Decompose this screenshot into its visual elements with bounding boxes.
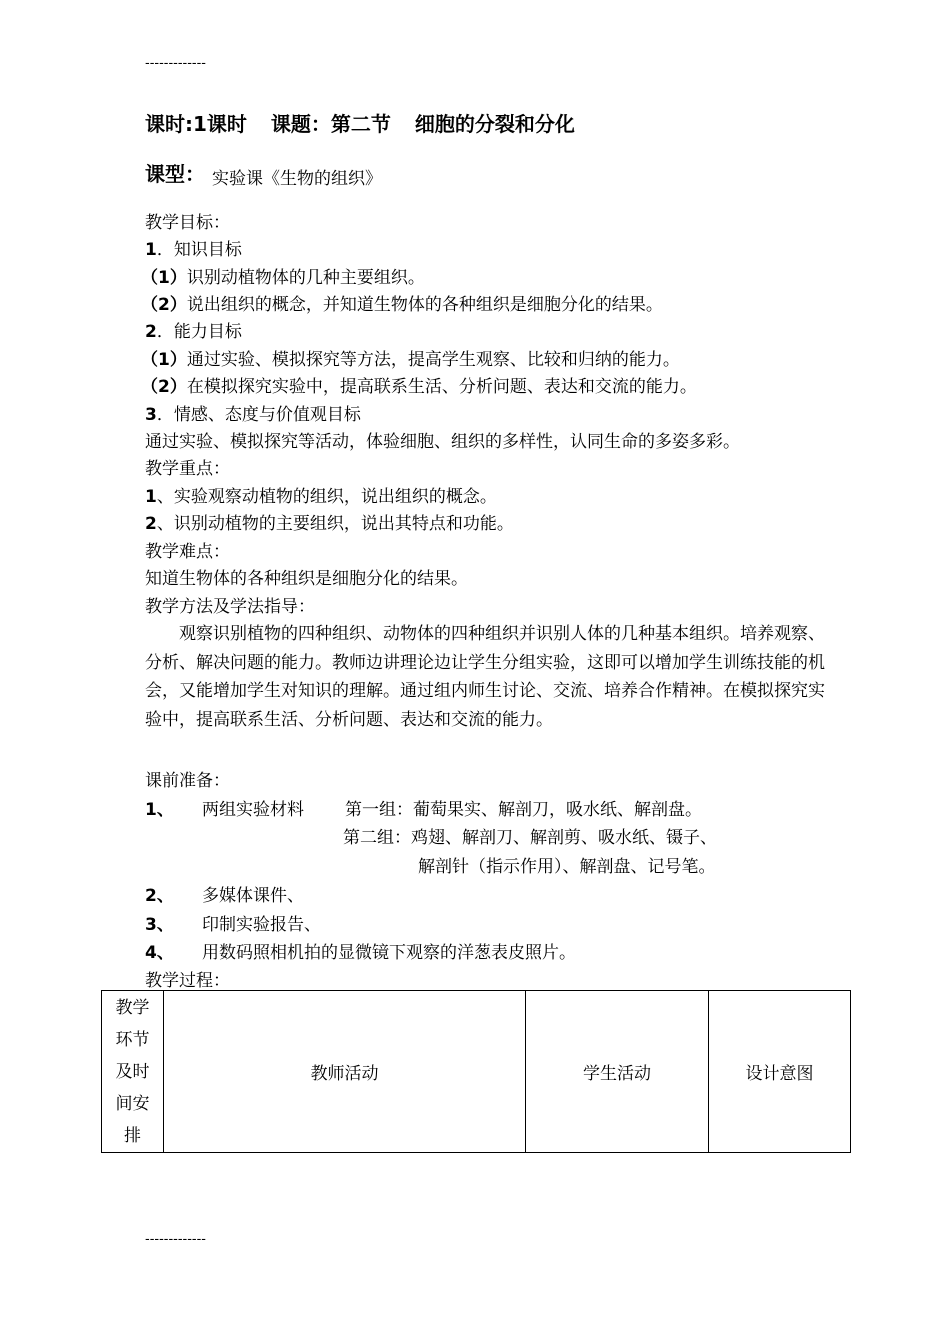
prep-item-1-group1: 第一组：葡萄果实、解剖刀，吸水纸、解剖盘。	[345, 800, 702, 820]
page-title	[145, 108, 575, 137]
ability-item-2: （2）在模拟探究实验中，提高联系生活、分析问题、表达和交流的能力。	[141, 377, 697, 397]
bottom-separator: -------------	[145, 1232, 206, 1247]
col-stage-header: 教学 环节 及时 间安 排	[102, 991, 164, 1153]
table-header-row	[102, 991, 851, 1153]
prep-item-2-num: 2、	[145, 886, 174, 906]
process-heading: 教学过程：	[145, 971, 230, 991]
emotion-goal: 3．情感、态度与价值观目标	[145, 405, 361, 425]
col-teacher-activity-header: 教师活动	[164, 991, 526, 1153]
key-point-1: 1、实验观察动植物的组织，说出组织的概念。	[145, 487, 497, 507]
lesson-type-label: 课型：	[145, 162, 205, 186]
lesson-type-value: 实验课《生物的组织》	[212, 169, 382, 189]
preparation-heading: 课前准备：	[145, 771, 230, 791]
prep-item-4-text: 用数码照相机拍的显微镜下观察的洋葱表皮照片。	[202, 943, 576, 963]
col-student-activity-header: 学生活动	[526, 991, 709, 1153]
objectives-heading: 教学目标：	[145, 213, 230, 233]
ability-item-1: （1）通过实验、模拟探究等方法，提高学生观察、比较和归纳的能力。	[141, 350, 680, 370]
prep-item-1-group2a: 第二组：鸡翅、解剖刀、解剖剪、吸水纸、镊子、	[343, 828, 717, 848]
key-point-2: 2、识别动植物的主要组织，说出其特点和功能。	[145, 514, 514, 534]
ability-goal: 2．能力目标	[145, 322, 242, 342]
top-separator: -------------	[145, 56, 206, 71]
methods-heading: 教学方法及学法指导：	[145, 597, 315, 617]
title-period: 课时:1课时	[145, 112, 247, 136]
prep-item-3-num: 3、	[145, 915, 174, 935]
prep-item-1-num: 1、	[145, 800, 174, 820]
knowledge-goal: 1．知识目标	[145, 240, 242, 260]
difficulties-text: 知道生物体的各种组织是细胞分化的结果。	[145, 569, 468, 589]
title-topic-label: 课题：第二节	[270, 112, 391, 136]
prep-item-3-text: 印制实验报告、	[202, 915, 321, 935]
difficulties-heading: 教学难点：	[145, 542, 230, 562]
knowledge-item-2: （2）说出组织的概念，并知道生物体的各种组织是细胞分化的结果。	[141, 295, 663, 315]
prep-item-1-label: 两组实验材料	[202, 800, 304, 820]
methods-paragraph: 观察识别植物的四种组织、动物体的四种组织并识别人体的几种基本组织。培养观察、分析、解决问题的能力。教师边讲理论边让学生分组实验，这即可以增加学生训练技能的机会，又能增加学生对知识的理解。通过组内师生讨论、交流、培养合作精神。在模拟探究实验中，提高联系生活、分析问题、表达和交流的能力。	[145, 624, 825, 730]
emotion-text: 通过实验、模拟探究等活动，体验细胞、组织的多样性，认同生命的多姿多彩。	[145, 432, 740, 452]
prep-item-2-text: 多媒体课件、	[202, 886, 304, 906]
knowledge-item-1: （1）识别动植物体的几种主要组织。	[141, 268, 425, 288]
process-table	[101, 990, 851, 1153]
key-points-heading: 教学重点：	[145, 459, 230, 479]
col-design-intent-header: 设计意图	[709, 991, 851, 1153]
prep-item-1-group2b: 解剖针（指示作用）、解剖盘、记号笔。	[418, 857, 716, 877]
prep-item-4-num: 4、	[145, 943, 174, 963]
title-topic: 细胞的分裂和分化	[414, 112, 575, 136]
